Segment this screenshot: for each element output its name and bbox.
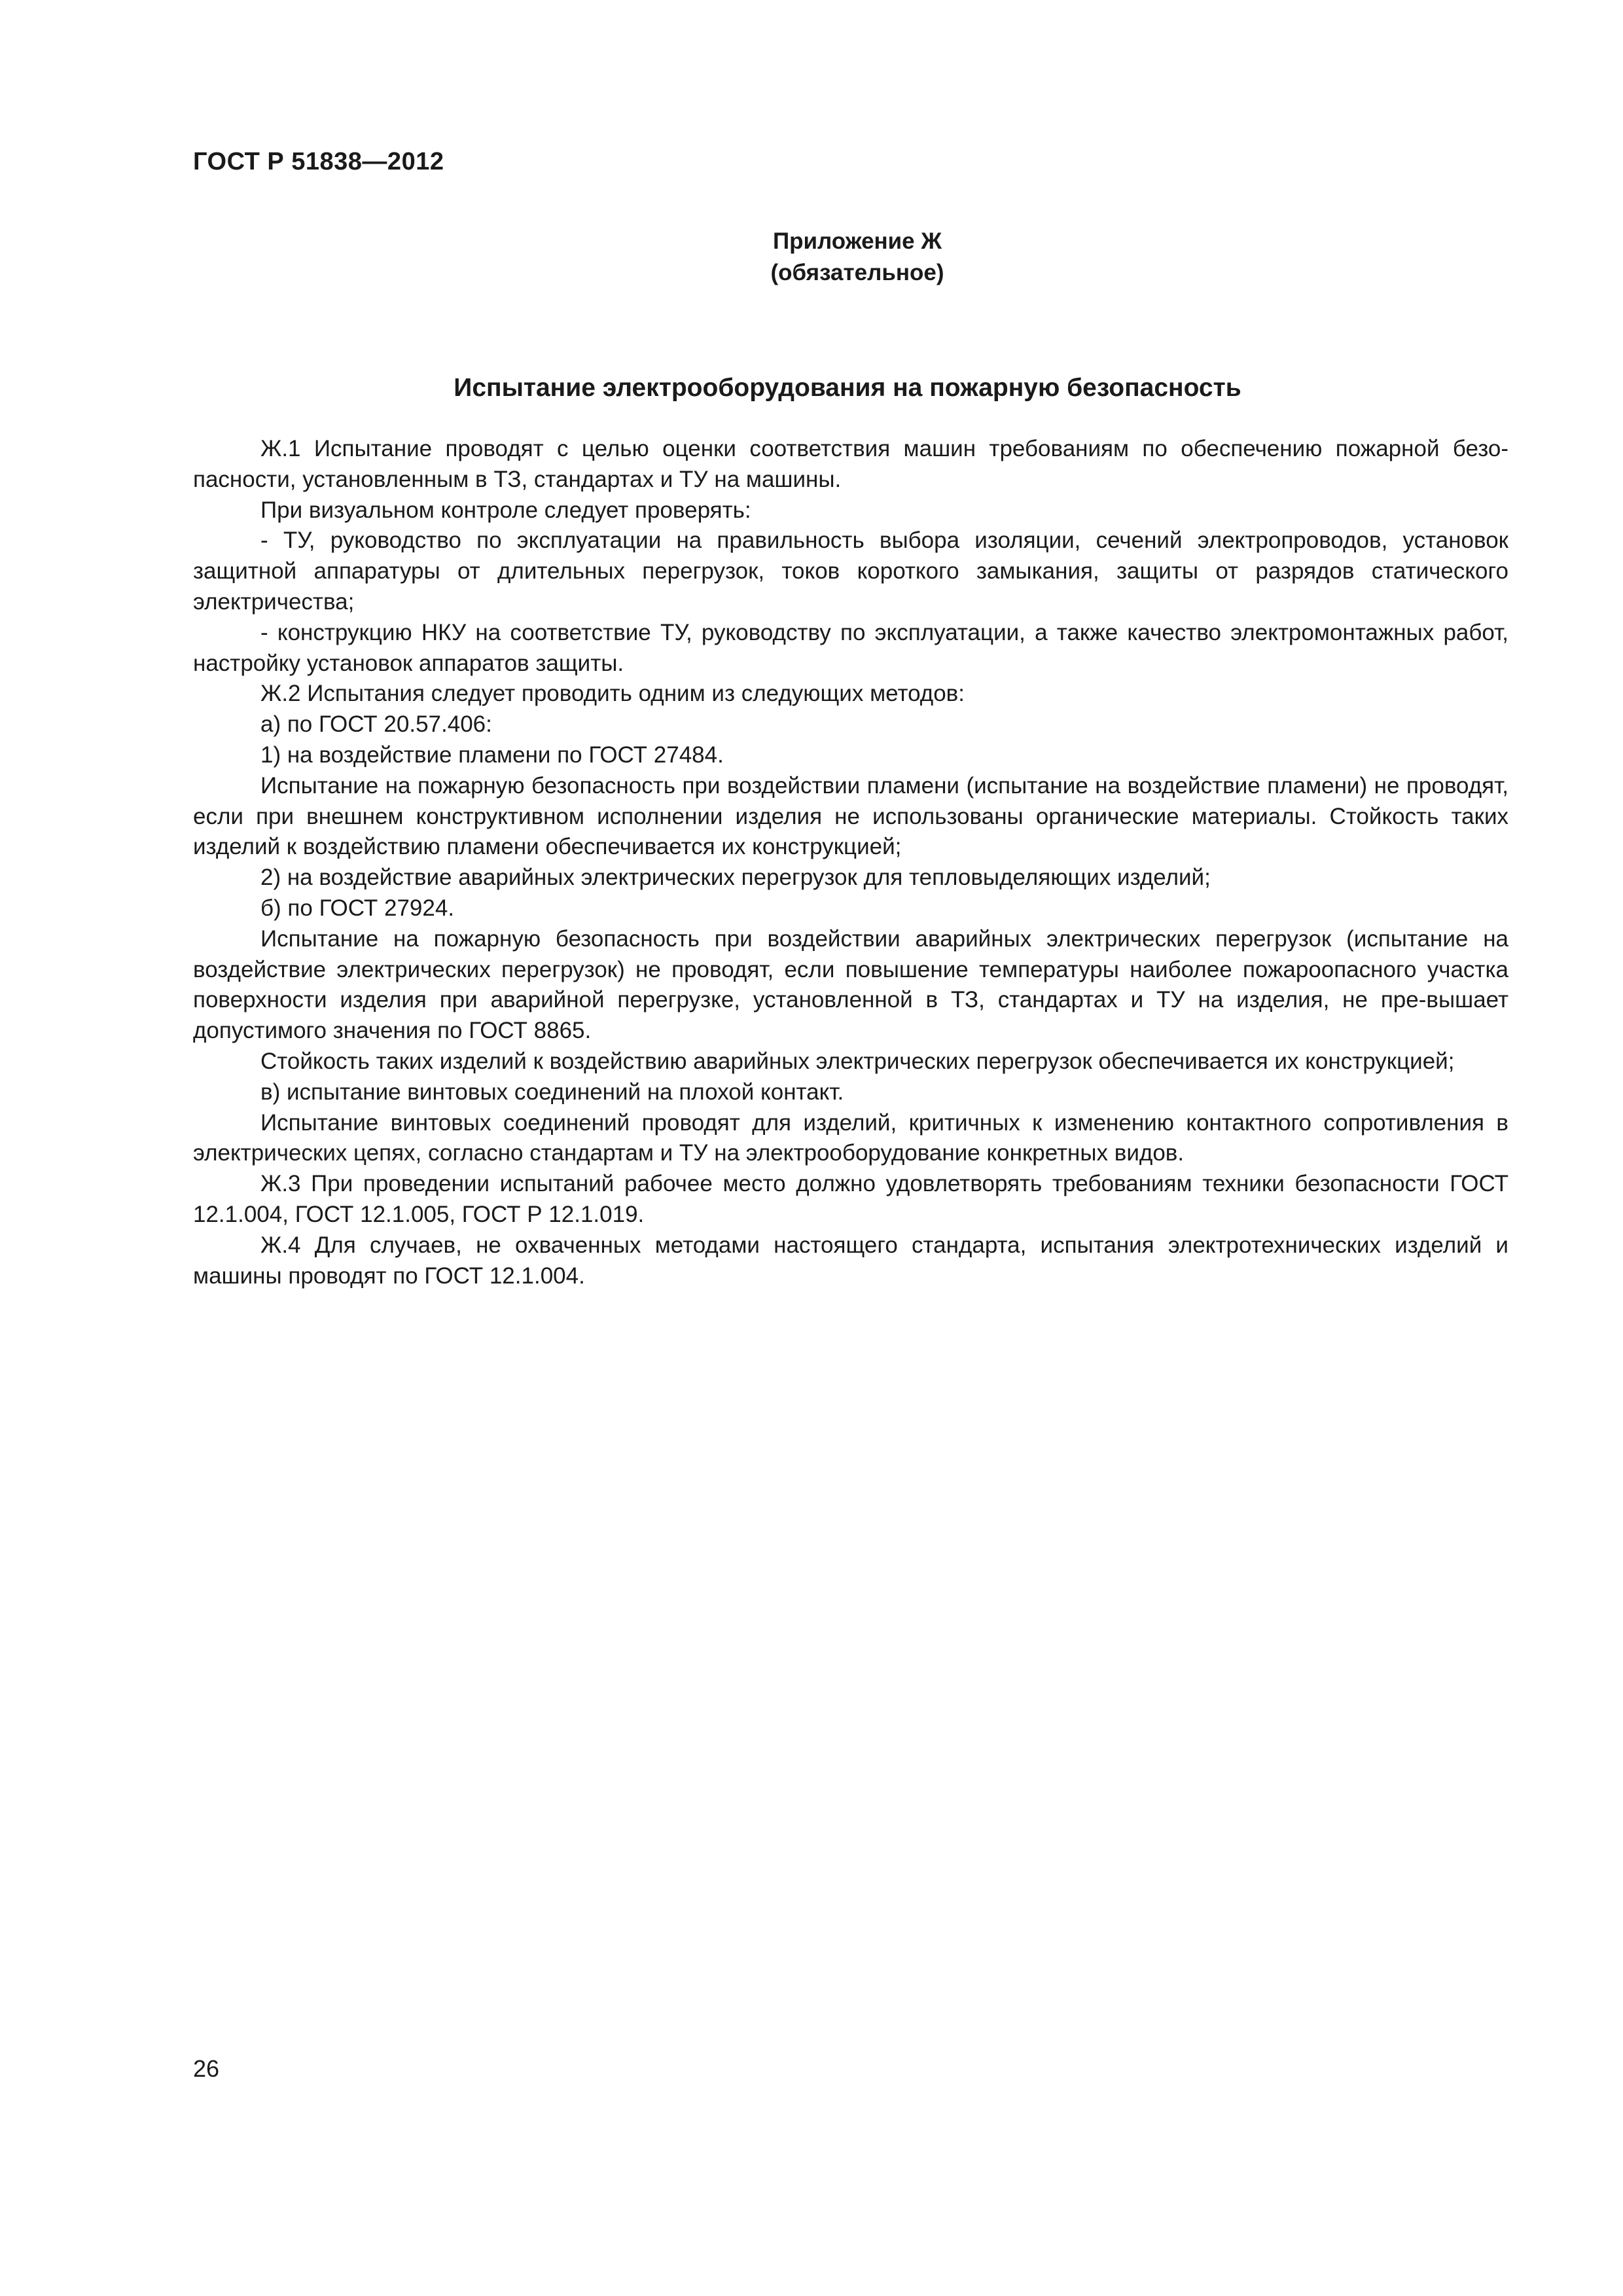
paragraph: Стойкость таких изделий к воздействию аварийных электрических перегрузок обеспечивается их конструкцией; — [260, 1048, 1455, 1074]
section-title: Испытание электрооборудования на пожарную безопасность — [454, 374, 1241, 402]
page-number: 26 — [193, 2055, 220, 2082]
paragraph: Ж.3 При проведении испытаний рабочее место должно удовлетворять требованиям техники безопасности ГОСТ 12.1.004, ГОСТ 12.1.005, ГОСТ Р 12.1.019. — [193, 1171, 1508, 1227]
paragraph: в) испытание винтовых соединений на плохой контакт. — [260, 1079, 844, 1105]
paragraph: а) по ГОСТ 20.57.406: — [260, 711, 492, 738]
paragraph: - конструкцию НКУ на соответствие ТУ, руководству по эксплуатации, а также качество электромонтажных работ, настройку установок аппаратов защиты. — [193, 619, 1508, 676]
paragraph: 1) на воздействие пламени по ГОСТ 27484. — [260, 742, 724, 768]
appendix-heading — [681, 226, 1034, 289]
paragraph: Ж.2 Испытания следует проводить одним из следующих методов: — [260, 681, 965, 707]
document-code: ГОСТ Р 51838—2012 — [193, 148, 444, 175]
body-text — [193, 434, 1508, 1291]
appendix-status: (обязательное) — [770, 260, 944, 285]
paragraph: - ТУ, руководство по эксплуатации на правильность выбора изоляции, сечений электропроводов, установок защитной аппаратуры от длительных перегрузок, токов короткого замыкания, защиты от разрядов статического электричества; — [193, 528, 1508, 615]
paragraph: Ж.1 Испытание проводят с целью оценки соответствия машин требованиям по обеспечению пожарной безо-пасности, установленным в ТЗ, стандартах и ТУ на машины. — [193, 436, 1508, 492]
paragraph: Испытание на пожарную безопасность при воздействии пламени (испытание на воздействие пламени) не проводят, если при внешнем конструктивном исполнении изделия не использованы органические материалы. Стойкость таких изделий к воздействию пламени обеспечивается их конструкцией; — [193, 772, 1508, 860]
paragraph: При визуальном контроле следует проверять: — [260, 497, 751, 523]
paragraph: Испытание винтовых соединений проводят для изделий, критичных к изменению контактного сопротивления в электрических цепях, согласно стандартам и ТУ на электрооборудование конкретных видов. — [193, 1109, 1508, 1166]
paragraph: б) по ГОСТ 27924. — [260, 895, 455, 921]
appendix-title: Приложение Ж — [772, 228, 942, 254]
paragraph: Испытание на пожарную безопасность при воздействии аварийных электрических перегрузок (испытание на воздействие электрических перегрузок) не проводят, если повышение температуры наиболее пожароопасного участка поверхности изделия при аварийной перегрузке, установленной в ТЗ, стандартах и ТУ на изделия, не пре-вышает допустимого значения по ГОСТ 8865. — [193, 925, 1508, 1044]
paragraph: 2) на воздействие аварийных электрических перегрузок для тепловыделяющих изделий; — [260, 865, 1211, 891]
paragraph: Ж.4 Для случаев, не охваченных методами настоящего стандарта, испытания электротехнических изделий и машины проводят по ГОСТ 12.1.004. — [193, 1232, 1508, 1289]
